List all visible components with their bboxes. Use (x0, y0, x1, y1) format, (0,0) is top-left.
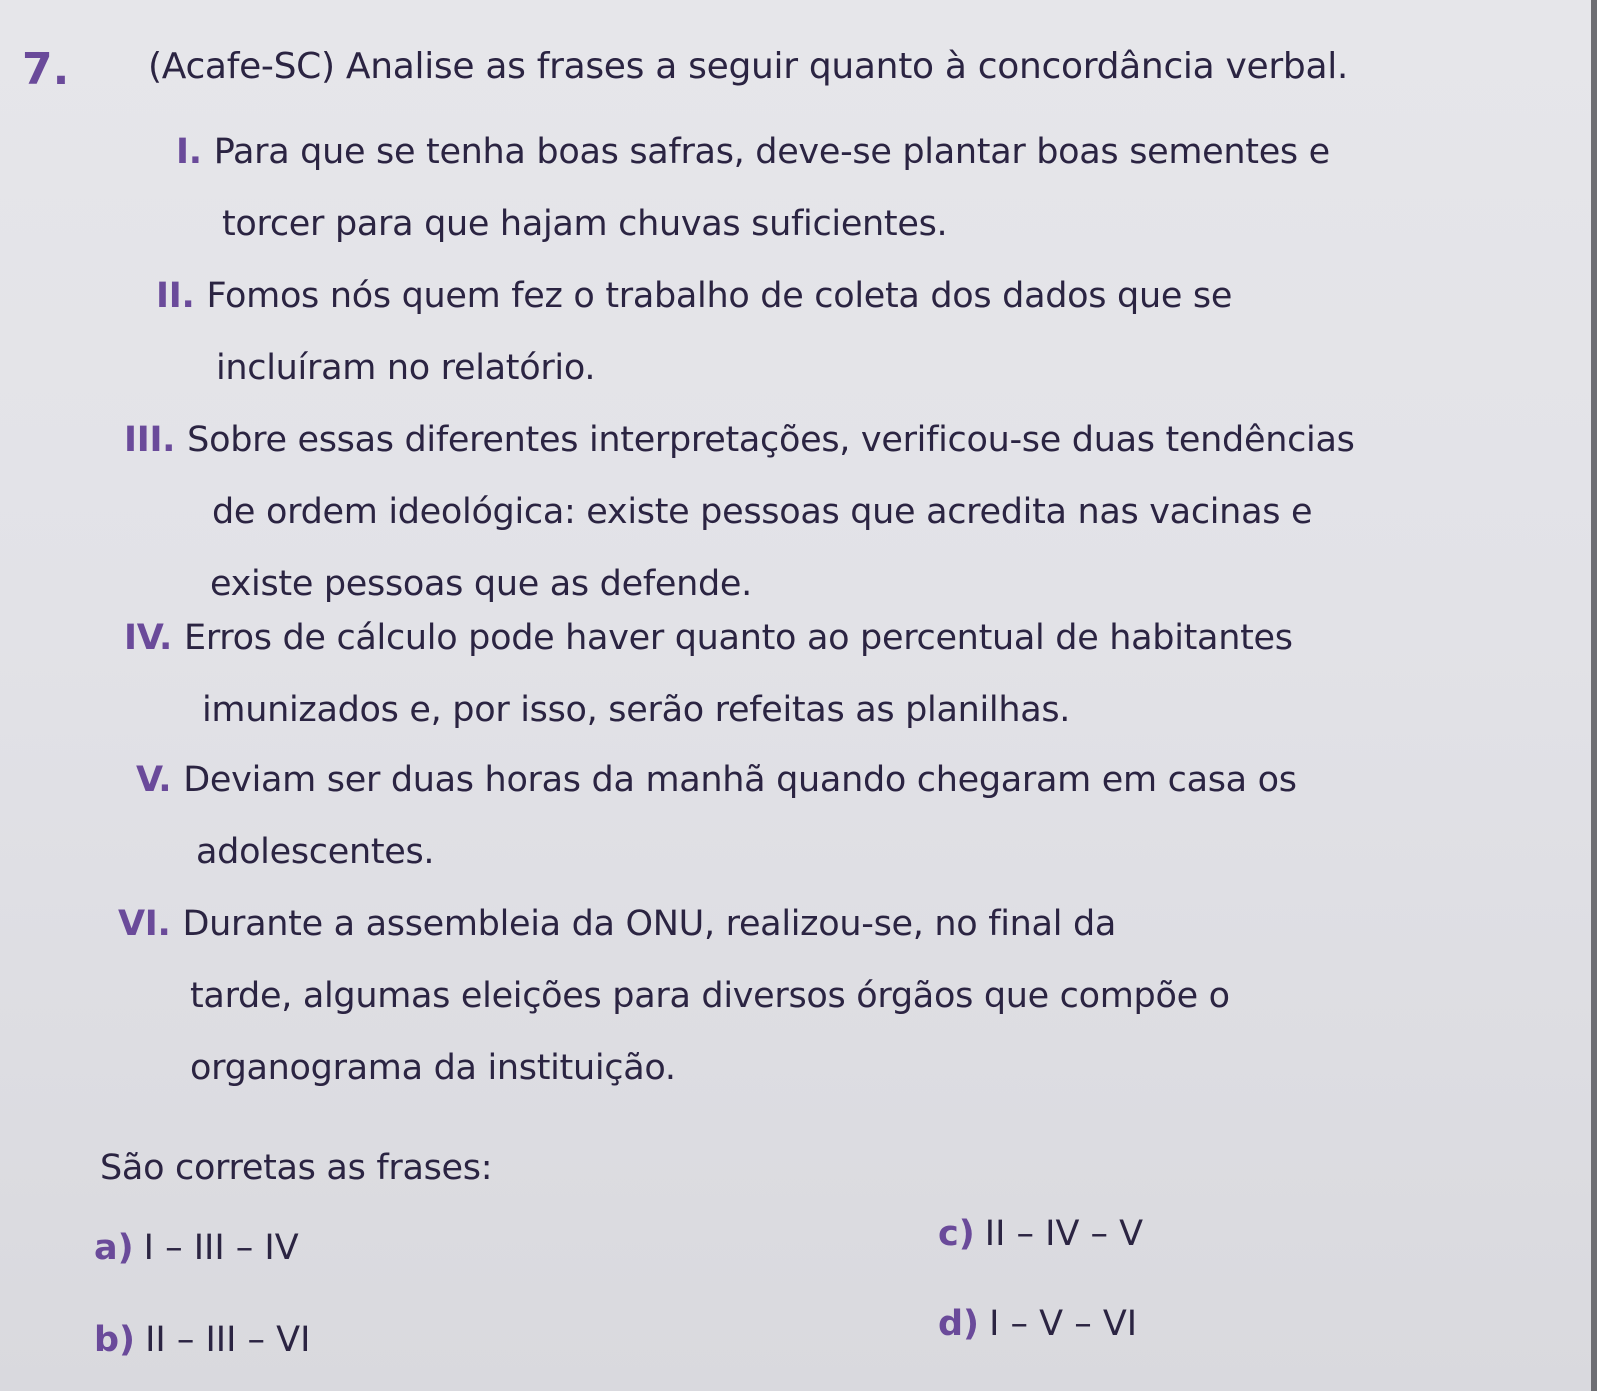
question-number: 7. (22, 44, 70, 95)
statement-label: II. (156, 276, 195, 316)
option-text: I – III – IV (143, 1228, 299, 1268)
statement-text: tarde, algumas eleições para diversos órgãos que compõe o (190, 976, 1230, 1016)
statement-i (176, 116, 1330, 260)
option-text: II – IV – V (984, 1214, 1144, 1254)
statement-text: imunizados e, por isso, serão refeitas as planilhas. (202, 690, 1071, 730)
statement-text: torcer para que hajam chuvas suficientes. (222, 204, 948, 244)
statement-iii (124, 404, 1355, 620)
statement-label: VI. (118, 904, 171, 944)
option-a[interactable] (94, 1228, 299, 1268)
question-title: (Acafe-SC) Analise as frases a seguir quanto à concordância verbal. (148, 46, 1349, 87)
statement-text: Fomos nós quem fez o trabalho de coleta dos dados que se (206, 276, 1233, 316)
option-text: I – V – VI (989, 1304, 1138, 1344)
statement-text: Deviam ser duas horas da manhã quando chegaram em casa os (183, 760, 1297, 800)
option-label: a) (94, 1228, 134, 1268)
statement-v (136, 744, 1297, 888)
option-c[interactable] (938, 1214, 1143, 1254)
statement-text: de ordem ideológica: existe pessoas que acredita nas vacinas e (212, 492, 1313, 532)
statement-text: existe pessoas que as defende. (210, 564, 752, 604)
option-label: b) (94, 1320, 136, 1360)
statement-iv (124, 602, 1293, 746)
option-b[interactable] (94, 1320, 310, 1360)
statement-label: I. (176, 132, 202, 172)
statement-vi (118, 888, 1230, 1104)
option-label: c) (938, 1214, 975, 1254)
statement-ii (156, 260, 1232, 404)
statement-text: organograma da instituição. (190, 1048, 676, 1088)
statement-text: Sobre essas diferentes interpretações, verificou-se duas tendências (187, 420, 1355, 460)
statement-text: incluíram no relatório. (216, 348, 596, 388)
statement-label: V. (136, 760, 172, 800)
statement-text: Durante a assembleia da ONU, realizou-se, no final da (182, 904, 1117, 944)
statement-label: III. (124, 420, 176, 460)
statement-text: adolescentes. (196, 832, 435, 872)
statement-label: IV. (124, 618, 172, 658)
option-label: d) (938, 1304, 980, 1344)
option-text: II – III – VI (145, 1320, 311, 1360)
answer-prompt: São corretas as frases: (100, 1148, 493, 1188)
option-d[interactable] (938, 1304, 1137, 1344)
statement-text: Erros de cálculo pode haver quanto ao percentual de habitantes (184, 618, 1293, 658)
statement-text: Para que se tenha boas safras, deve-se plantar boas sementes e (213, 132, 1330, 172)
